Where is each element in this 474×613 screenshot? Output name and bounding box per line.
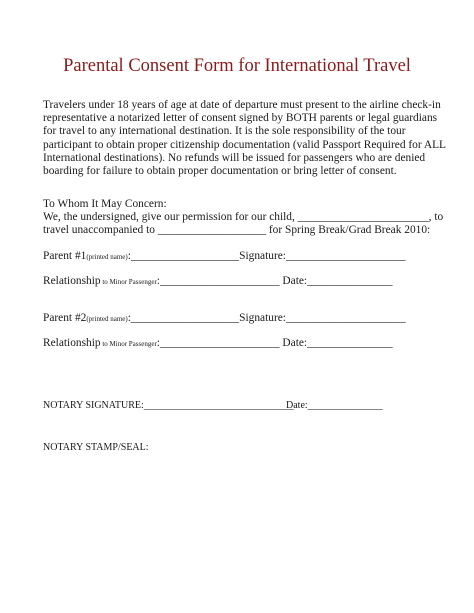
relationship1-note: to Minor Passenger [100, 278, 157, 286]
parent2-row [43, 312, 406, 326]
parent2-printed-name-note: (printed name) [86, 315, 128, 323]
parent1-printed-name-note: (printed name) [86, 253, 128, 261]
relationship2-field[interactable]: :_____________________ [156, 337, 280, 349]
permission-line-child: We, the undersigned, give our permission for our child, _______________________, to [43, 211, 444, 223]
permission-line-destination: travel unaccompanied to ___________________ for Spring Break/Grad Break 2010: [43, 224, 431, 236]
salutation: To Whom It May Concern: [43, 198, 167, 210]
parent1-name-field[interactable]: :___________________ [127, 250, 240, 262]
relationship1-row [43, 275, 393, 289]
relationship1-field[interactable]: :_____________________ [156, 275, 280, 287]
relationship2-note: to Minor Passenger [100, 340, 157, 348]
parent1-label: Parent #1 [43, 250, 87, 262]
parent2-label: Parent #2 [43, 312, 87, 324]
notary-stamp-label: NOTARY STAMP/SEAL: [43, 442, 149, 453]
relationship1-date-field[interactable]: Date:_______________ [279, 275, 393, 287]
intro-line: participant to obtain proper citizenship documentation (valid Passport Required for ALL [43, 138, 446, 151]
relationship2-row [43, 337, 393, 351]
parent2-name-field[interactable]: :___________________ [127, 312, 240, 324]
notary-signature-field[interactable]: NOTARY SIGNATURE:______________________________ [43, 400, 294, 411]
relationship2-date-field[interactable]: Date:_______________ [279, 337, 393, 349]
intro-line: Travelers under 18 years of age at date of departure must present to the airline check-in [43, 99, 441, 111]
intro-line: representative a notarized letter of consent signed by BOTH parents or legal guardians [43, 112, 438, 125]
parent1-row [43, 250, 406, 264]
relationship2-label: Relationship [43, 337, 101, 349]
intro-line: for travel to any international destination. It is the sole responsibility of the tour [43, 125, 406, 138]
intro-paragraph [43, 99, 463, 178]
intro-line: boarding for failure to obtain proper documentation or bring letter of consent. [43, 165, 397, 178]
relationship1-label: Relationship [43, 275, 101, 287]
notary-date-field[interactable]: Date:_______________ [286, 400, 383, 411]
intro-line: International destinations). No refunds will be issued for passengers who are denied [43, 151, 426, 164]
parent1-signature-field[interactable]: Signature:_____________________ [239, 250, 406, 262]
parent2-signature-field[interactable]: Signature:_____________________ [239, 312, 406, 324]
form-title: Parental Consent Form for International Travel [63, 56, 411, 76]
